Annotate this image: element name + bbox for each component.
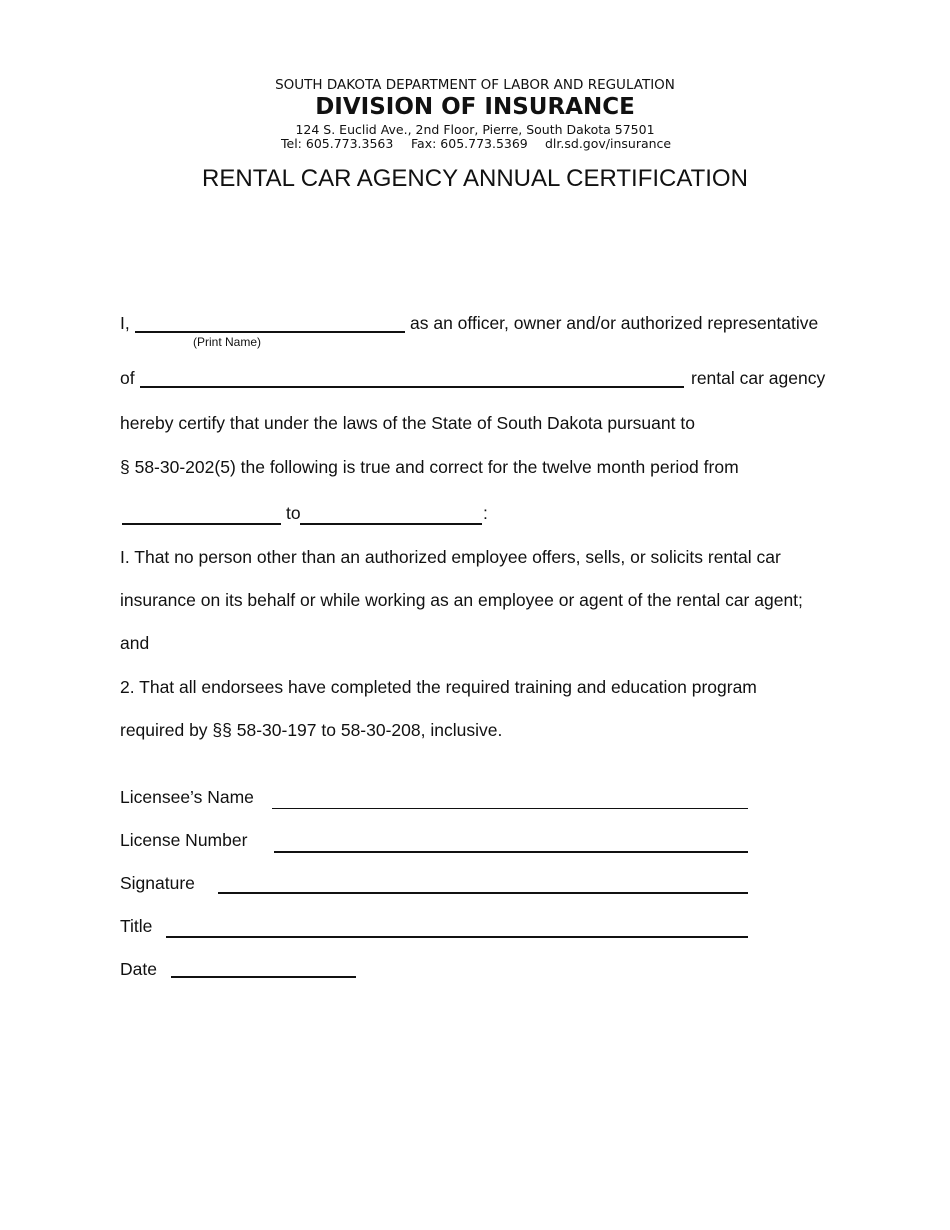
licensee-name-label: Licensee’s Name (120, 787, 254, 807)
of-suffix: rental car agency (691, 368, 826, 388)
signature-field[interactable] (218, 892, 748, 894)
item1-line1: I. That no person other than an authorized employee offers, sells, or solicits rental car (120, 547, 781, 567)
of-prefix: of (120, 368, 135, 388)
title-label: Title (120, 916, 153, 936)
licensee-name-field[interactable] (272, 808, 748, 809)
title-field[interactable] (166, 936, 748, 938)
i-suffix: as an officer, owner and/or authorized representative (410, 313, 819, 333)
colon: : (483, 503, 488, 523)
telephone: Tel: 605.773.3563 (281, 136, 394, 151)
license-number-field[interactable] (274, 851, 748, 853)
license-number-label: License Number (120, 830, 248, 850)
website: dlr.sd.gov/insurance (545, 136, 672, 151)
item2-line1: 2. That all endorsees have completed the required training and education program (120, 677, 757, 697)
date-label: Date (120, 959, 157, 979)
i-prefix: I, (120, 313, 130, 333)
signature-label: Signature (120, 873, 195, 893)
date-field[interactable] (171, 976, 356, 978)
address: 124 S. Euclid Ave., 2nd Floor, Pierre, South Dakota 57501 (295, 122, 655, 137)
fax: Fax: 605.773.5369 (411, 136, 528, 151)
item1-line3: and (120, 633, 150, 653)
certify-line: hereby certify that under the laws of the State of South Dakota pursuant to (120, 413, 695, 433)
period-from-field[interactable] (122, 523, 281, 525)
to-label: to (286, 503, 301, 523)
period-to-field[interactable] (300, 523, 482, 525)
agency-name-field[interactable] (140, 386, 684, 388)
item1-line2: insurance on its behalf or while working as an employee or agent of the rental car agent; (120, 590, 803, 610)
item2-line2: required by §§ 58-30-197 to 58-30-208, inclusive. (120, 720, 503, 740)
department-name: SOUTH DAKOTA DEPARTMENT OF LABOR AND REGULATION (275, 77, 675, 93)
statute-line: § 58-30-202(5) the following is true and correct for the twelve month period from (120, 457, 739, 477)
form-title: RENTAL CAR AGENCY ANNUAL CERTIFICATION (202, 165, 748, 192)
division-name: DIVISION OF INSURANCE (315, 94, 635, 120)
print-name-hint: (Print Name) (193, 335, 262, 349)
print-name-field[interactable] (135, 331, 405, 333)
